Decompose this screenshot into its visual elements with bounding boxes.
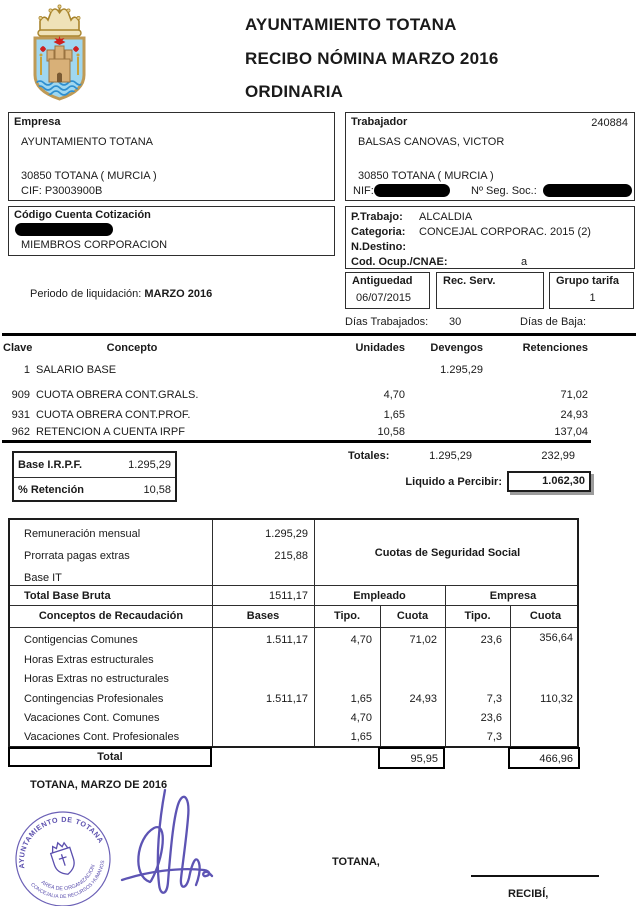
stamp-text-bottom-outer: CONCEJALIA DE RECURSOS HUMANOS: [29, 860, 107, 900]
total-base-bruta-value: 1511,17: [269, 590, 308, 602]
stamp-text-top: AYUNTAMIENTO DE TOTANA: [16, 814, 106, 869]
ss-concepto: Vacaciones Cont. Profesionales: [24, 731, 180, 743]
empleado-header: Empleado: [353, 590, 406, 602]
stamp-text-bottom-inner: AREA DE ORGANIZACION: [39, 864, 97, 893]
row-unidades: 1,65: [383, 409, 405, 421]
col-header-devengos: Devengos: [430, 342, 483, 354]
antiguedad-label: Antiguedad: [352, 275, 413, 287]
footer-date-line: TOTANA, MARZO DE 2016: [30, 779, 168, 791]
empresa-box: [8, 112, 335, 201]
trabajador-label: Trabajador: [351, 116, 408, 128]
row-concepto: CUOTA OBRERA CONT.PROF.: [36, 409, 191, 421]
irpf-box: [12, 451, 177, 502]
ss-col-tipo2: Tipo.: [464, 610, 491, 622]
svg-text:CONCEJALIA DE RECURSOS HUMANOS: [28, 858, 114, 906]
nif-label: NIF:: [353, 185, 374, 197]
row-retenciones: 71,02: [560, 389, 588, 401]
empresa-label: Empresa: [14, 116, 61, 128]
ss-total-empleado-value: 95,95: [410, 753, 438, 765]
row-retenciones: 137,04: [554, 426, 588, 438]
n-destino-label: N.Destino:: [351, 241, 406, 253]
remuneracion-label: Remuneración mensual: [24, 528, 141, 540]
trabajador-name: BALSAS CANOVAS, VICTOR: [358, 136, 505, 148]
ss-total-empleado-box: [378, 747, 445, 769]
cif-value: P3003900B: [44, 185, 103, 197]
trabajador-code: 240884: [591, 117, 628, 129]
trabajador-address: 30850 TOTANA ( MURCIA ): [358, 170, 494, 182]
prorrata-label: Prorrata pagas extras: [24, 550, 130, 562]
row-devengos: 1.295,29: [440, 364, 483, 376]
rec-serv-box: [436, 272, 544, 309]
ss-cuota2: 356,64: [539, 632, 573, 644]
ss-concepto: Horas Extras estructurales: [24, 654, 154, 666]
liquido-label: Liquido a Percibir:: [405, 476, 502, 488]
ss-tipo2: 7,3: [486, 693, 502, 705]
cod-ocup-label: Cod. Ocup./CNAE:: [351, 256, 448, 268]
grupo-tarifa-box: [549, 272, 634, 309]
signature: [116, 786, 220, 906]
row-retenciones: 24,93: [560, 409, 588, 421]
ss-col-tipo1: Tipo.: [333, 610, 361, 622]
prorrata-value: 215,88: [274, 550, 308, 562]
rec-serv-label: Rec. Serv.: [443, 275, 496, 287]
liquido-value: 1.062,30: [542, 475, 585, 487]
empresa-cif: [21, 185, 102, 198]
codigo-cuenta-redaction-bar: [15, 223, 113, 236]
empresa-header: Empresa: [489, 590, 537, 602]
ss-tipo1: 1,65: [350, 731, 372, 743]
nif-redaction-bar: [374, 184, 450, 197]
ss-tipo2: 7,3: [486, 731, 502, 743]
totales-label: Totales:: [348, 450, 390, 462]
periodo-line: [30, 288, 212, 301]
ss-tipo2: 23,6: [480, 712, 502, 724]
ss-col-cuota2: Cuota: [529, 610, 562, 622]
document-subtitle: ORDINARIA: [245, 82, 344, 101]
ss-concepto: Horas Extras no estructurales: [24, 673, 169, 685]
col-header-unidades: Unidades: [355, 342, 405, 354]
ss-total-empresa-value: 466,96: [539, 753, 573, 765]
seguridad-social-table: [8, 518, 579, 748]
base-irpf-label: Base I.R.P.F.: [18, 459, 82, 471]
base-it-label: Base IT: [24, 572, 62, 584]
row-concepto: CUOTA OBRERA CONT.GRALS.: [36, 389, 199, 401]
document-title: RECIBO NÓMINA MARZO 2016: [245, 49, 499, 68]
antiguedad-value: 06/07/2015: [356, 292, 412, 304]
ss-total-label: Total: [97, 751, 123, 763]
ss-total-empresa-box: [508, 747, 580, 769]
grupo-tarifa-label: Grupo tarifa: [556, 275, 619, 287]
ss-tipo2: 23,6: [480, 634, 502, 646]
divider-mid: [2, 440, 591, 443]
ss-bases: 1.511,17: [265, 693, 308, 705]
ss-concepto: Contingencias Profesionales: [24, 693, 164, 705]
seg-soc-redaction-bar: [543, 184, 632, 197]
trabajador-box: [345, 112, 635, 201]
col-header-retenciones: Retenciones: [522, 342, 588, 354]
ss-concepto: Vacaciones Cont. Comunes: [24, 712, 160, 724]
document-org-title: AYUNTAMIENTO TOTANA: [245, 15, 457, 34]
row-unidades: 4,70: [383, 389, 405, 401]
ss-cuota2: 110,32: [540, 693, 573, 705]
ss-col-cuota1: Cuota: [396, 610, 429, 622]
ss-tipo1: 4,70: [350, 712, 372, 724]
footer-recibi-label: RECIBÍ,: [508, 888, 549, 900]
signature-line: [471, 875, 599, 877]
puesto-box: [345, 206, 635, 269]
divider-top: [2, 333, 636, 336]
cif-label: CIF:: [21, 185, 42, 197]
totales-devengos: 1.295,29: [429, 450, 472, 462]
row-clave: 931: [11, 409, 30, 421]
empresa-name: AYUNTAMIENTO TOTANA: [21, 136, 154, 148]
col-header-clave: Clave: [3, 342, 33, 354]
ss-total-label-box: [8, 747, 212, 767]
pct-retencion-label: % Retención: [18, 484, 85, 496]
empresa-address: 30850 TOTANA ( MURCIA ): [21, 170, 157, 182]
total-base-bruta-label: Total Base Bruta: [24, 590, 111, 602]
grupo-tarifa-value: 1: [589, 292, 596, 304]
codigo-cuenta-label: Código Cuenta Cotización: [14, 209, 151, 221]
col-header-concepto: Concepto: [106, 342, 158, 354]
ss-cuota1: 24,93: [409, 693, 437, 705]
dias-trabajados-value: 30: [449, 316, 462, 328]
periodo-value: MARZO 2016: [144, 288, 213, 300]
seg-soc-label: Nº Seg. Soc.:: [471, 185, 537, 197]
ss-cuota1: 71,02: [409, 634, 437, 646]
codigo-cuenta-box: [8, 206, 335, 256]
p-trabajo-value: ALCALDIA: [419, 211, 473, 223]
periodo-label: Periodo de liquidación:: [30, 288, 142, 300]
row-clave: 1: [23, 364, 30, 376]
totales-retenciones: 232,99: [541, 450, 575, 462]
dias-baja-label: Días de Baja:: [520, 316, 587, 328]
liquido-box: [507, 471, 591, 492]
ss-col-conceptos: Conceptos de Recaudación: [38, 610, 184, 622]
row-concepto: SALARIO BASE: [36, 364, 117, 376]
ss-bases: 1.511,17: [265, 634, 308, 646]
cuotas-ss-title: Cuotas de Seguridad Social: [374, 547, 521, 559]
row-unidades: 10,58: [377, 426, 405, 438]
ss-tipo1: 4,70: [350, 634, 372, 646]
pct-retencion-value: 10,58: [143, 484, 171, 496]
ss-col-bases: Bases: [246, 610, 280, 622]
base-irpf-value: 1.295,29: [128, 459, 171, 471]
categoria-label: Categoria:: [351, 226, 406, 238]
antiguedad-box: [345, 272, 430, 309]
p-trabajo-label: P.Trabajo:: [351, 211, 403, 223]
row-clave: 962: [11, 426, 30, 438]
categoria-value: CONCEJAL CORPORAC. 2015 (2): [419, 226, 591, 238]
ss-tipo1: 1,65: [350, 693, 372, 705]
row-clave: 909: [11, 389, 30, 401]
row-concepto: RETENCION A CUENTA IRPF: [36, 426, 185, 438]
footer-place-label: TOTANA,: [332, 856, 380, 868]
cod-ocup-value: a: [521, 256, 528, 268]
dias-trabajados-label: Días Trabajados:: [345, 316, 429, 328]
codigo-cuenta-line2: MIEMBROS CORPORACION: [21, 239, 168, 251]
remuneracion-value: 1.295,29: [265, 528, 308, 540]
coat-of-arms-icon: [22, 4, 97, 104]
stamp-icon: [0, 795, 127, 906]
ss-concepto: Contigencias Comunes: [24, 634, 138, 646]
